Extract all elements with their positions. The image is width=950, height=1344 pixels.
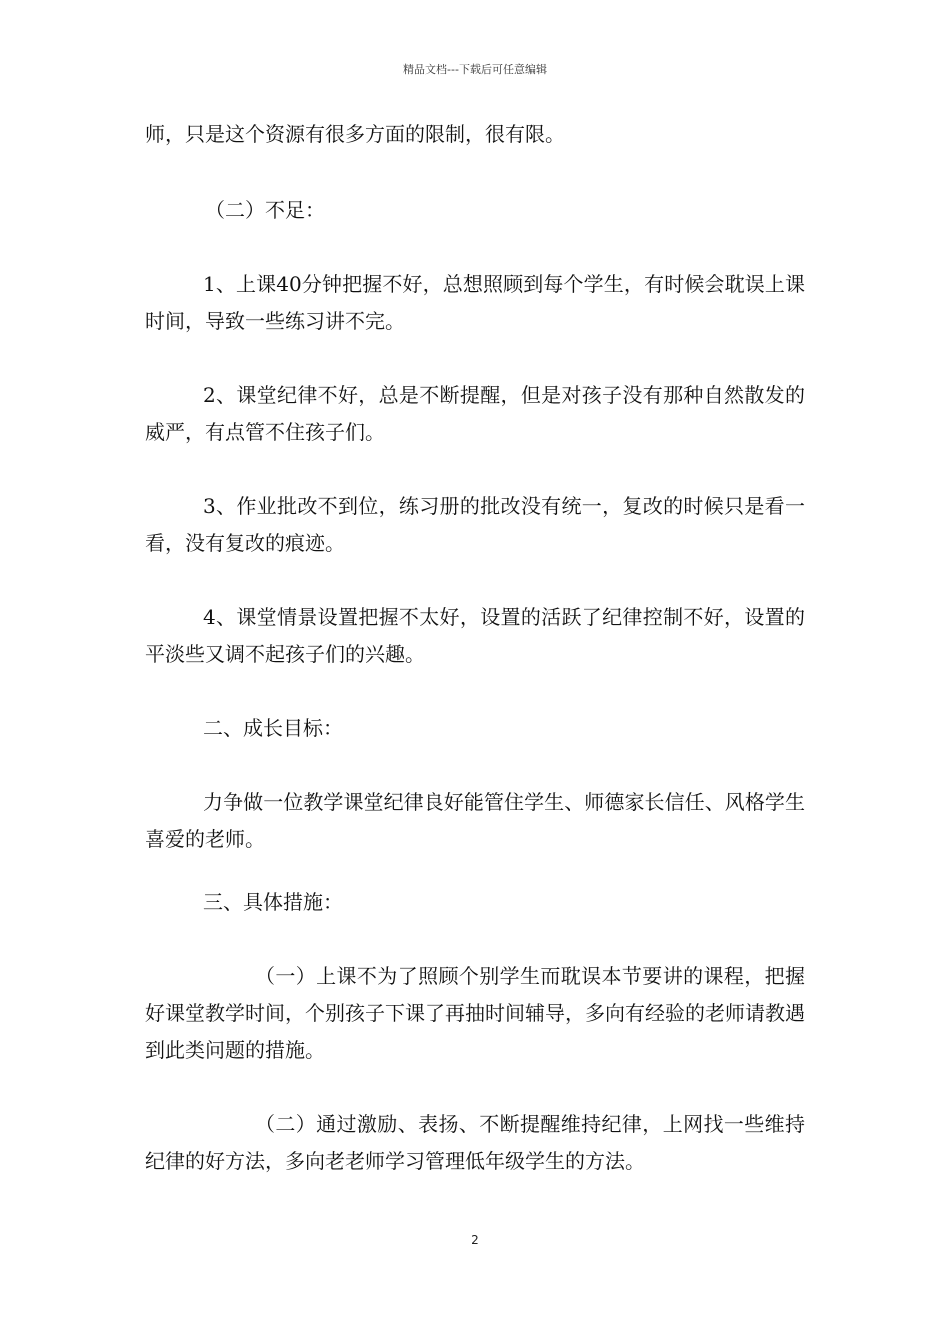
- heading-shortcomings: （二）不足：: [205, 198, 325, 222]
- heading-measures: 三、具体措施：: [203, 890, 343, 914]
- paragraph-shortcoming-3: 3、作业批改不到位，练习册的批改没有统一，复改的时候只是看一看，没有复改的痕迹。: [145, 494, 805, 555]
- paragraph-shortcoming-2: 2、课堂纪律不好，总是不断提醒，但是对孩子没有那种自然散发的威严，有点管不住孩子们。: [145, 383, 805, 444]
- heading-growth-goal: 二、成长目标：: [203, 716, 343, 740]
- page-header: 精品文档---下载后可任意编辑: [403, 63, 547, 76]
- page-number: 2: [471, 1233, 479, 1247]
- paragraph-measure-2: （二）通过激励、表扬、不断提醒维持纪律，上网找一些维持纪律的好方法，多向老老师学习管理低年级学生的方法。: [145, 1112, 805, 1173]
- paragraph-shortcoming-4: 4、课堂情景设置把握不太好，设置的活跃了纪律控制不好，设置的平淡些又调不起孩子们的兴趣。: [145, 605, 805, 666]
- paragraph-measure-1: （一）上课不为了照顾个别学生而耽误本节要讲的课程，把握好课堂教学时间，个别孩子下课了再抽时间辅导，多向有经验的老师请教遇到此类问题的措施。: [145, 964, 805, 1062]
- paragraph-resource-limit: 师，只是这个资源有很多方面的限制，很有限。: [145, 122, 565, 146]
- paragraph-growth-goal: 力争做一位教学课堂纪律良好能管住学生、师德家长信任、风格学生喜爱的老师。: [145, 790, 805, 851]
- paragraph-shortcoming-1: 1、上课40分钟把握不好，总想照顾到每个学生，有时候会耽误上课时间，导致一些练习讲不完。: [145, 272, 805, 333]
